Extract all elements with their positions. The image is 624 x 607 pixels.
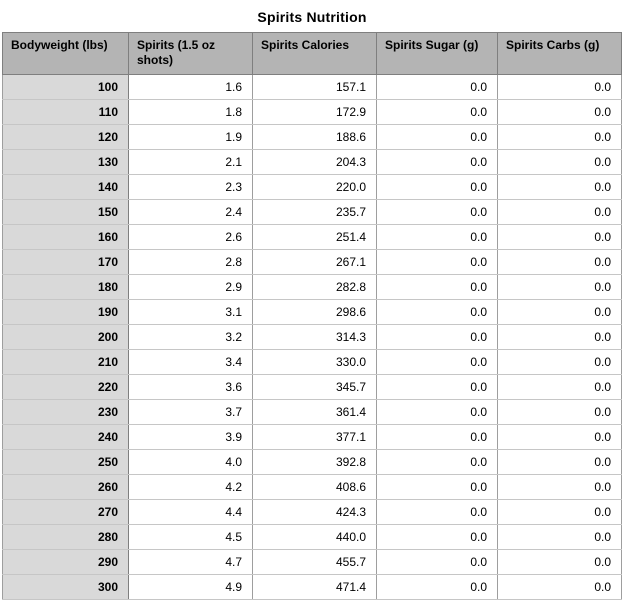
row-header-cell: 100 — [3, 75, 129, 100]
data-cell: 2.3 — [129, 175, 253, 200]
data-cell: 204.3 — [253, 150, 377, 175]
data-cell: 4.7 — [129, 550, 253, 575]
data-cell: 0.0 — [498, 275, 622, 300]
data-cell: 0.0 — [498, 525, 622, 550]
data-cell: 471.4 — [253, 575, 377, 600]
row-header-cell: 130 — [3, 150, 129, 175]
table-row — [3, 175, 622, 200]
nutrition-table-body — [3, 75, 622, 600]
data-cell: 235.7 — [253, 200, 377, 225]
data-cell: 0.0 — [377, 75, 498, 100]
data-cell: 2.8 — [129, 250, 253, 275]
data-cell: 0.0 — [377, 300, 498, 325]
data-cell: 0.0 — [498, 475, 622, 500]
data-cell: 0.0 — [498, 250, 622, 275]
row-header-cell: 170 — [3, 250, 129, 275]
row-header-cell: 280 — [3, 525, 129, 550]
data-cell: 0.0 — [498, 375, 622, 400]
table-row — [3, 525, 622, 550]
data-cell: 4.5 — [129, 525, 253, 550]
table-row — [3, 125, 622, 150]
row-header-cell: 230 — [3, 400, 129, 425]
data-cell: 157.1 — [253, 75, 377, 100]
data-cell: 0.0 — [377, 575, 498, 600]
data-cell: 0.0 — [498, 100, 622, 125]
column-header-1: Spirits (1.5 oz shots) — [129, 33, 253, 75]
data-cell: 0.0 — [377, 500, 498, 525]
row-header-cell: 240 — [3, 425, 129, 450]
row-header-cell: 120 — [3, 125, 129, 150]
row-header-cell: 180 — [3, 275, 129, 300]
data-cell: 4.2 — [129, 475, 253, 500]
data-cell: 4.9 — [129, 575, 253, 600]
table-row — [3, 425, 622, 450]
data-cell: 0.0 — [498, 300, 622, 325]
row-header-cell: 260 — [3, 475, 129, 500]
row-header-cell: 110 — [3, 100, 129, 125]
data-cell: 0.0 — [377, 175, 498, 200]
row-header-cell: 270 — [3, 500, 129, 525]
data-cell: 2.4 — [129, 200, 253, 225]
table-row — [3, 200, 622, 225]
data-cell: 3.9 — [129, 425, 253, 450]
data-cell: 314.3 — [253, 325, 377, 350]
data-cell: 0.0 — [377, 125, 498, 150]
data-cell: 0.0 — [377, 425, 498, 450]
data-cell: 3.4 — [129, 350, 253, 375]
table-title: Spirits Nutrition — [257, 9, 367, 25]
row-header-cell: 250 — [3, 450, 129, 475]
data-cell: 220.0 — [253, 175, 377, 200]
column-header-4: Spirits Carbs (g) — [498, 33, 622, 75]
data-cell: 0.0 — [377, 475, 498, 500]
data-cell: 0.0 — [498, 550, 622, 575]
column-header-0: Bodyweight (lbs) — [3, 33, 129, 75]
data-cell: 267.1 — [253, 250, 377, 275]
data-cell: 0.0 — [377, 550, 498, 575]
data-cell: 0.0 — [498, 450, 622, 475]
table-row — [3, 225, 622, 250]
table-header — [3, 33, 622, 75]
header-row — [3, 33, 622, 75]
data-cell: 0.0 — [377, 525, 498, 550]
data-cell: 282.8 — [253, 275, 377, 300]
data-cell: 345.7 — [253, 375, 377, 400]
column-header-3: Spirits Sugar (g) — [377, 33, 498, 75]
table-row — [3, 250, 622, 275]
data-cell: 3.7 — [129, 400, 253, 425]
data-cell: 0.0 — [377, 375, 498, 400]
row-header-cell: 140 — [3, 175, 129, 200]
data-cell: 1.8 — [129, 100, 253, 125]
table-row — [3, 575, 622, 600]
data-cell: 0.0 — [377, 350, 498, 375]
table-row — [3, 350, 622, 375]
data-cell: 0.0 — [498, 225, 622, 250]
table-row — [3, 275, 622, 300]
data-cell: 455.7 — [253, 550, 377, 575]
data-cell: 298.6 — [253, 300, 377, 325]
row-header-cell: 160 — [3, 225, 129, 250]
row-header-cell: 300 — [3, 575, 129, 600]
data-cell: 408.6 — [253, 475, 377, 500]
data-cell: 0.0 — [377, 225, 498, 250]
table-row — [3, 500, 622, 525]
table-row — [3, 100, 622, 125]
row-header-cell: 290 — [3, 550, 129, 575]
table-row — [3, 400, 622, 425]
data-cell: 0.0 — [498, 350, 622, 375]
data-cell: 0.0 — [498, 575, 622, 600]
data-cell: 251.4 — [253, 225, 377, 250]
data-cell: 440.0 — [253, 525, 377, 550]
data-cell: 0.0 — [377, 100, 498, 125]
data-cell: 361.4 — [253, 400, 377, 425]
data-cell: 0.0 — [498, 500, 622, 525]
data-cell: 2.9 — [129, 275, 253, 300]
data-cell: 172.9 — [253, 100, 377, 125]
data-cell: 1.6 — [129, 75, 253, 100]
data-cell: 1.9 — [129, 125, 253, 150]
spirits-nutrition-table — [2, 32, 622, 600]
data-cell: 0.0 — [498, 400, 622, 425]
row-header-cell: 200 — [3, 325, 129, 350]
data-cell: 0.0 — [498, 125, 622, 150]
data-cell: 0.0 — [377, 250, 498, 275]
row-header-cell: 190 — [3, 300, 129, 325]
data-cell: 424.3 — [253, 500, 377, 525]
row-header-cell: 220 — [3, 375, 129, 400]
data-cell: 0.0 — [377, 400, 498, 425]
table-row — [3, 550, 622, 575]
data-cell: 3.1 — [129, 300, 253, 325]
data-cell: 0.0 — [377, 325, 498, 350]
table-row — [3, 75, 622, 100]
data-cell: 0.0 — [498, 325, 622, 350]
table-row — [3, 475, 622, 500]
table-row — [3, 300, 622, 325]
table-row — [3, 325, 622, 350]
data-cell: 188.6 — [253, 125, 377, 150]
data-cell: 0.0 — [498, 150, 622, 175]
table-row — [3, 150, 622, 175]
data-cell: 0.0 — [498, 200, 622, 225]
row-header-cell: 210 — [3, 350, 129, 375]
data-cell: 0.0 — [498, 175, 622, 200]
table-row — [3, 450, 622, 475]
data-cell: 0.0 — [377, 450, 498, 475]
table-row — [3, 375, 622, 400]
column-header-2: Spirits Calories — [253, 33, 377, 75]
data-cell: 2.6 — [129, 225, 253, 250]
data-cell: 0.0 — [498, 425, 622, 450]
data-cell: 2.1 — [129, 150, 253, 175]
data-cell: 0.0 — [377, 200, 498, 225]
data-cell: 330.0 — [253, 350, 377, 375]
data-cell: 392.8 — [253, 450, 377, 475]
data-cell: 377.1 — [253, 425, 377, 450]
row-header-cell: 150 — [3, 200, 129, 225]
data-cell: 3.6 — [129, 375, 253, 400]
data-cell: 4.0 — [129, 450, 253, 475]
data-cell: 0.0 — [498, 75, 622, 100]
data-cell: 0.0 — [377, 275, 498, 300]
data-cell: 0.0 — [377, 150, 498, 175]
data-cell: 4.4 — [129, 500, 253, 525]
data-cell: 3.2 — [129, 325, 253, 350]
